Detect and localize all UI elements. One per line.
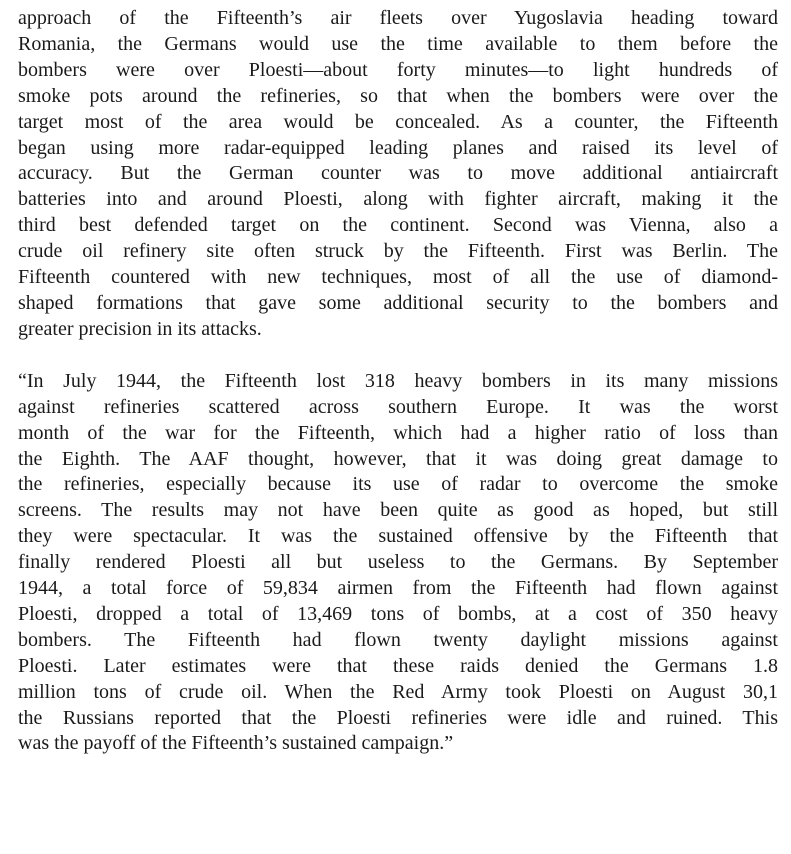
text-line: bombers were over Ploesti—about forty minutes—to light hundreds of [18,58,778,81]
text-line: Fifteenth countered with new techniques, most of all the use of diamond- [18,266,778,289]
text-line: batteries into and around Ploesti, along with fighter aircraft, making it the [18,188,778,211]
text-line: was the payoff of the Fifteenth’s sustained campaign.” [18,732,454,755]
text-line: accuracy. But the German counter was to move additional antiaircraft [18,162,778,185]
text-line: Ploesti. Later estimates were that these raids denied the Germans 1.8 [18,654,778,677]
text-line: finally rendered Ploesti all but useless to the Germans. By September [18,551,778,574]
text-line: screens. The results may not have been quite as good as hoped, but still [18,499,778,522]
paragraph-july-1944-quote [18,369,778,758]
text-line: the Russians reported that the Ploesti refineries were idle and ruined. This [18,706,778,729]
text-line: Romania, the Germans would use the time available to them before the [18,32,778,55]
text-line: crude oil refinery site often struck by the Fifteenth. First was Berlin. The [18,240,778,263]
text-line: bombers. The Fifteenth had flown twenty daylight missions against [18,628,778,651]
paragraph-ploesti-defenses [18,6,778,343]
text-line: greater precision in its attacks. [18,317,262,340]
document-page [18,6,778,757]
text-line: shaped formations that gave some additional security to the bombers and [18,291,778,314]
text-line: the refineries, especially because its use of radar to overcome the smoke [18,473,778,496]
text-line: target most of the area would be concealed. As a counter, the Fifteenth [18,110,778,133]
text-line: “In July 1944, the Fifteenth lost 318 heavy bombers in its many missions [18,369,778,392]
text-line: million tons of crude oil. When the Red Army took Ploesti on August 30,1 [18,680,778,703]
text-line: began using more radar-equipped leading planes and raised its level of [18,136,778,159]
text-line: the Eighth. The AAF thought, however, that it was doing great damage to [18,447,778,470]
text-line: Ploesti, dropped a total of 13,469 tons of bombs, at a cost of 350 heavy [18,602,778,625]
text-line: third best defended target on the continent. Second was Vienna, also a [18,214,778,237]
text-line: month of the war for the Fifteenth, which had a higher ratio of loss than [18,421,778,444]
text-line: approach of the Fifteenth’s air fleets over Yugoslavia heading toward [18,7,778,29]
text-line: 1944, a total force of 59,834 airmen from the Fifteenth had flown against [18,577,778,600]
text-line: they were spectacular. It was the sustained offensive by the Fifteenth that [18,525,778,548]
text-line: smoke pots around the refineries, so that when the bombers were over the [18,84,778,107]
text-line: against refineries scattered across southern Europe. It was the worst [18,395,778,418]
